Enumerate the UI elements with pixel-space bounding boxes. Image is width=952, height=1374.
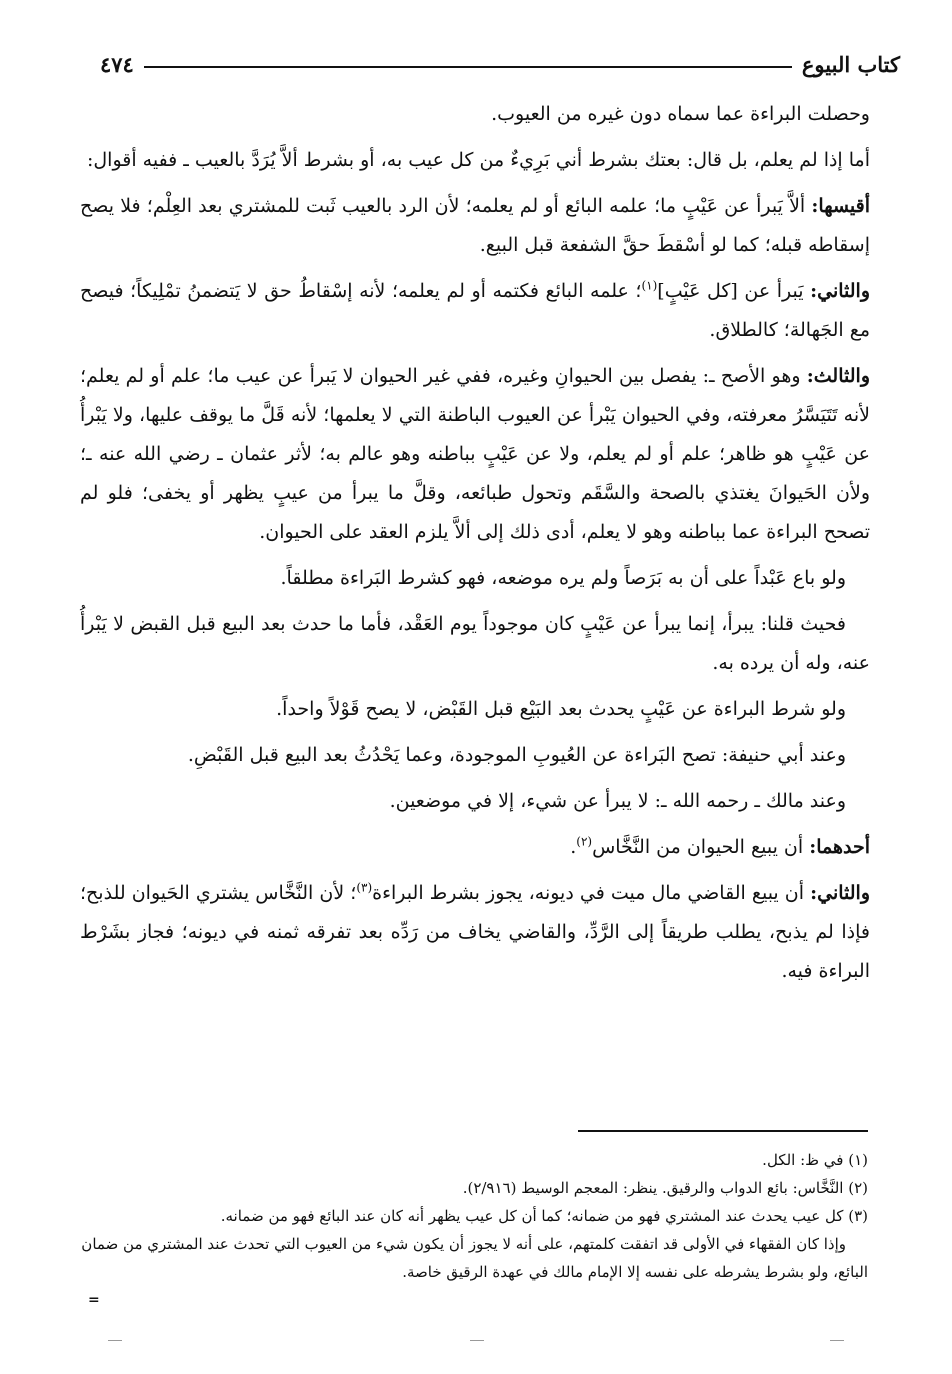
footnote-separator (578, 1130, 868, 1132)
paragraph-7: فحيث قلنا: يبرأ، إنما يبرأ عن عَيْبٍ كان موجوداً يوم العَقْد، فأما ما حدث بعد البيع قبل القبض لا يَبْرأُ عنه، وله أن يرده به. (80, 613, 870, 674)
paragraph-4 (80, 272, 870, 350)
bottom-mark-left (108, 1340, 122, 1341)
paragraph-4-text-a: يَبرأ عن [كل عَيْبٍ] (657, 280, 811, 302)
running-title: كتاب البيوع (801, 52, 900, 77)
paragraph-11-text-b: . (570, 836, 577, 858)
footnote-2: (٢) النَّخَّاس: بائع الدواب والرقيق. ينظر: المعجم الوسيط (٢/٩١٦). (462, 1179, 868, 1197)
paragraph-12-text-b: ؛ لأن النَّخَّاس يشتري الحَيوان للذبح؛ فإذا لم يذبح، يطلب طريقاً إلى الرَّدِّ، والقاضي يخاف من رَدِّه بعد تفرقه ثمنه في ديونه؛ فجاز بشَرْط البراءة فيه. (80, 882, 870, 982)
paragraph-8: ولو شرط البراءة عن عَيْبٍ يحدث بعد البَيْع قبل القَبْض، لا يصح قَوْلاً واحداً. (276, 698, 846, 720)
footnote-3: (٣) كل عيب يحدث عند المشتري فهو من ضمانه؛ كما أن كل عيب يظهر أنه كان عند البائع فهو من ضمانه. (220, 1207, 868, 1225)
footnote-ref-1[interactable]: (١) (641, 278, 658, 293)
footnote-ref-3[interactable]: (٣) (356, 880, 373, 895)
bottom-mark-right (830, 1340, 844, 1341)
footnote-1: (١) في ظ: الكل. (762, 1151, 868, 1169)
paragraph-1: وحصلت البراءة عما سماه دون غيره من العيوب. (491, 103, 870, 125)
paragraph-5-lead: والثالث: (806, 365, 870, 387)
header-rule (144, 66, 792, 68)
paragraph-3-lead: أقيسها: (811, 195, 870, 217)
continued-marker: = (88, 1292, 100, 1308)
page-header (100, 52, 900, 77)
paragraph-2: أما إذا لم يعلم، بل قال: بعتك بشرط أني بَرِيءٌ من كل عيب به، أو بشرط ألاَّ يُرَدَّ بالعيب ـ ففيه أقوال: (86, 149, 870, 171)
paragraph-3 (80, 187, 870, 265)
page-number: ٤٧٤ (100, 52, 134, 77)
paragraph-11-text-a: أن يبيع الحيوان من النَّخَّاس (592, 836, 810, 858)
paragraph-5-text: وهو الأصح ـ: يفصل بين الحيوانِ وغيره، ففي غير الحيوان لا يَبرأ عن عيب ما؛ علم أو لم يعلم؛ لأنه تَتَيَسَّرُ معرفته، وفي الحيوان يَبْرأ عن العيوب الباطنة التي لا يعلمها؛ لأنه قَلَّ ما يوقف عليها، ولا يَبْرأُ عن عَيْبٍ هو ظاهر؛ علم أو لم يعلم، ولا عن عَيْبٍ بباطنه وهو عالم به؛ لأثر عثمان ـ رضي الله عنه ـ؛ ولأن الحَيوانَ يغتذي بالصحة والسَّقَم وتحول طبائعه، وقلَّ ما يبرأ من عيبٍ يظهر أو يخفى؛ فلو لم تصحح البراءة عما بباطنه وهو لا يعلم، أدى ذلك إلى ألاَّ يلزم العقد على الحيوان. (80, 365, 870, 543)
bottom-mark-center (470, 1340, 484, 1341)
paragraph-11-lead: أحدهما: (809, 836, 870, 858)
footnotes (80, 1146, 868, 1286)
paragraph-12 (80, 874, 870, 991)
paragraph-11 (80, 828, 870, 867)
paragraph-12-lead: والثاني: (810, 882, 870, 904)
footnote-3-continued: وإذا كان الفقهاء في الأولى قد اتفقت كلمتهم، على أنه لا يجوز أن يكون شيء من العيوب التي تحدث عند المشتري من ضمان البائع، ولو بشرط يشرطه على نفسه إلا الإمام مالك في عهدة الرقيق خاصة. (81, 1235, 868, 1281)
footnote-ref-2[interactable]: (٢) (576, 834, 593, 849)
main-text (80, 95, 870, 998)
paragraph-12-text-a: أن يبيع القاضي مال ميت في ديونه، يجوز بشرط البراءة (372, 882, 811, 904)
paragraph-3-text: ألاَّ يَبرأ عن عَيْبٍ ما؛ علمه البائع أو لم يعلمه؛ لأن الرد بالعيب ثَبت للمشتري بعد العِلْم؛ فلا يصح إسقاطه قبله؛ كما لو أسْقطَ حقَّ الشفعة قبل البيع. (80, 195, 870, 256)
paragraph-10: وعند مالك ـ رحمه الله ـ: لا يبرأ عن شيء، إلا في موضعين. (389, 790, 846, 812)
paragraph-5 (80, 357, 870, 552)
paragraph-4-lead: والثاني: (810, 280, 870, 302)
paragraph-6: ولو باع عَبْداً على أن به بَرَصاً ولم يره موضعه، فهو كشرط البَراءة مطلقاً. (280, 567, 846, 589)
paragraph-9: وعند أبي حنيفة: تصح البَراءة عن العُيوبِ الموجودة، وعما يَحْدُثُ بعد البيع قبل القَبْضِ. (187, 744, 846, 766)
paragraph-4-text-b: ؛ علمه البائع فكتمه أو لم يعلمه؛ لأنه إسْقاطُ حق لا يَتضمنُ تمْلِيكاً؛ فيصح مع الجَهالة؛ كالطلاق. (80, 280, 870, 341)
